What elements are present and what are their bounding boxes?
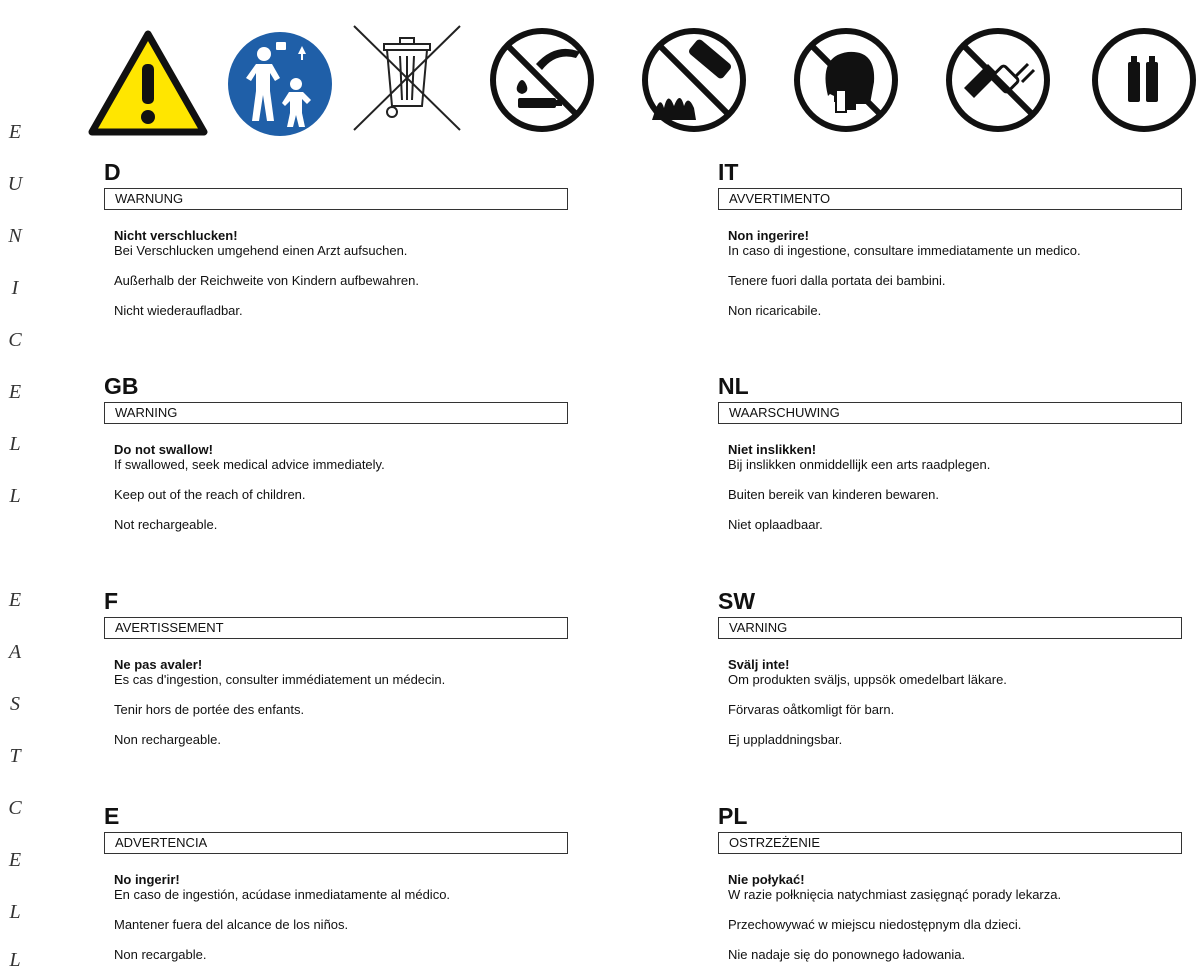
- warning-headline: Nicht verschlucken!: [114, 228, 238, 243]
- warning-line: Tenere fuori dalla portata dei bambini.: [728, 273, 946, 288]
- warning-label-box: WARNING: [104, 402, 568, 424]
- keep-away-from-children-icon: [226, 30, 334, 138]
- no-mouth-battery-icon: [792, 26, 900, 134]
- language-code: SW: [718, 588, 756, 614]
- warning-headline: Ne pas avaler!: [114, 657, 203, 672]
- warning-line: Not rechargeable.: [114, 517, 218, 532]
- brand-letter: E: [8, 381, 22, 403]
- brand-letter: U: [7, 173, 23, 195]
- crossed-out-wheelie-bin-icon: [352, 24, 462, 134]
- warning-label-box: AVVERTIMENTO: [718, 188, 1182, 210]
- warning-line: Es cas d'ingestion, consulter immédiatement un médecin.: [114, 672, 446, 687]
- brand-letter: E: [8, 121, 22, 143]
- warning-headline: Non ingerire!: [728, 228, 809, 243]
- warning-line: Non recargable.: [114, 947, 207, 962]
- brand-letter: A: [8, 641, 22, 663]
- warning-label-box: WAARSCHUWING: [718, 402, 1182, 424]
- warning-triangle-icon: [86, 28, 210, 138]
- warning-label-box: ADVERTENCIA: [104, 832, 568, 854]
- warning-line: Ej uppladdningsbar.: [728, 732, 843, 747]
- warning-headline: No ingerir!: [114, 872, 180, 887]
- warning-line: In caso di ingestione, consultare immediatamente un medico.: [728, 243, 1081, 258]
- no-fire-battery-icon: [640, 26, 748, 134]
- brand-letter: L: [9, 433, 21, 455]
- brand-letter: C: [8, 329, 22, 351]
- warning-label-box: AVERTISSEMENT: [104, 617, 568, 639]
- brand-letter: I: [11, 277, 19, 299]
- language-section-sw: [718, 589, 1184, 748]
- brand-letter: L: [9, 485, 21, 507]
- warning-line: Bei Verschlucken umgehend einen Arzt aufsuchen.: [114, 243, 408, 258]
- warning-line: Non rechargeable.: [114, 732, 221, 747]
- language-code: IT: [718, 159, 739, 185]
- warning-line: Förvaras oåtkomligt för barn.: [728, 702, 895, 717]
- brand-letter: E: [8, 849, 22, 871]
- language-section-gb: [104, 374, 570, 533]
- warning-line: Bij inslikken onmiddellijk een arts raadplegen.: [728, 457, 991, 472]
- language-section-e: [104, 804, 570, 963]
- warning-label-box: WARNUNG: [104, 188, 568, 210]
- warning-headline: Niet inslikken!: [728, 442, 817, 457]
- language-code: F: [104, 588, 119, 614]
- warning-line: Om produkten sväljs, uppsök omedelbart läkare.: [728, 672, 1007, 687]
- warning-line: Außerhalb der Reichweite von Kindern aufbewahren.: [114, 273, 419, 288]
- language-section-d: [104, 160, 570, 319]
- warning-label-box: VARNING: [718, 617, 1182, 639]
- warning-line: Nicht wiederaufladbar.: [114, 303, 243, 318]
- warning-line: Niet oplaadbaar.: [728, 517, 823, 532]
- warning-line: W razie połknięcia natychmiast zasięgnąć porady lekarza.: [728, 887, 1062, 902]
- warning-line: Nie nadaje się do ponownego ładowania.: [728, 947, 966, 962]
- warning-line: If swallowed, seek medical advice immediately.: [114, 457, 385, 472]
- brand-letter: N: [8, 225, 22, 247]
- brand-letter: S: [10, 693, 20, 715]
- language-section-f: [104, 589, 570, 748]
- warning-line: Buiten bereik van kinderen bewaren.: [728, 487, 940, 502]
- warning-headline: Svälj inte!: [728, 657, 790, 672]
- warning-line: En caso de ingestión, acúdase inmediatamente al médico.: [114, 887, 451, 902]
- language-section-nl: [718, 374, 1184, 533]
- language-code: E: [104, 803, 120, 829]
- language-code: PL: [718, 803, 748, 829]
- language-code: D: [104, 159, 121, 185]
- brand-letter: T: [9, 745, 21, 767]
- warning-headline: Do not swallow!: [114, 442, 213, 457]
- brand-letter: L: [9, 949, 21, 971]
- warning-headline: Nie połykać!: [728, 872, 805, 887]
- warning-line: Mantener fuera del alcance de los niños.: [114, 917, 349, 932]
- language-section-it: [718, 160, 1184, 319]
- no-swallow-battery-icon: [488, 26, 596, 134]
- battery-pair-icon: [1090, 26, 1198, 134]
- language-code: GB: [104, 373, 139, 399]
- brand-letter: E: [8, 589, 22, 611]
- brand-letter: C: [8, 797, 22, 819]
- warning-line: Non ricaricabile.: [728, 303, 822, 318]
- warning-line: Tenir hors de portée des enfants.: [114, 702, 305, 717]
- brand-letter: L: [9, 901, 21, 923]
- language-code: NL: [718, 373, 749, 399]
- warning-line: Keep out of the reach of children.: [114, 487, 306, 502]
- warning-label-box: OSTRZEŻENIE: [718, 832, 1182, 854]
- no-charge-icon: [944, 26, 1052, 134]
- language-section-pl: [718, 804, 1184, 963]
- warning-line: Przechowywać w miejscu niedostępnym dla dzieci.: [728, 917, 1022, 932]
